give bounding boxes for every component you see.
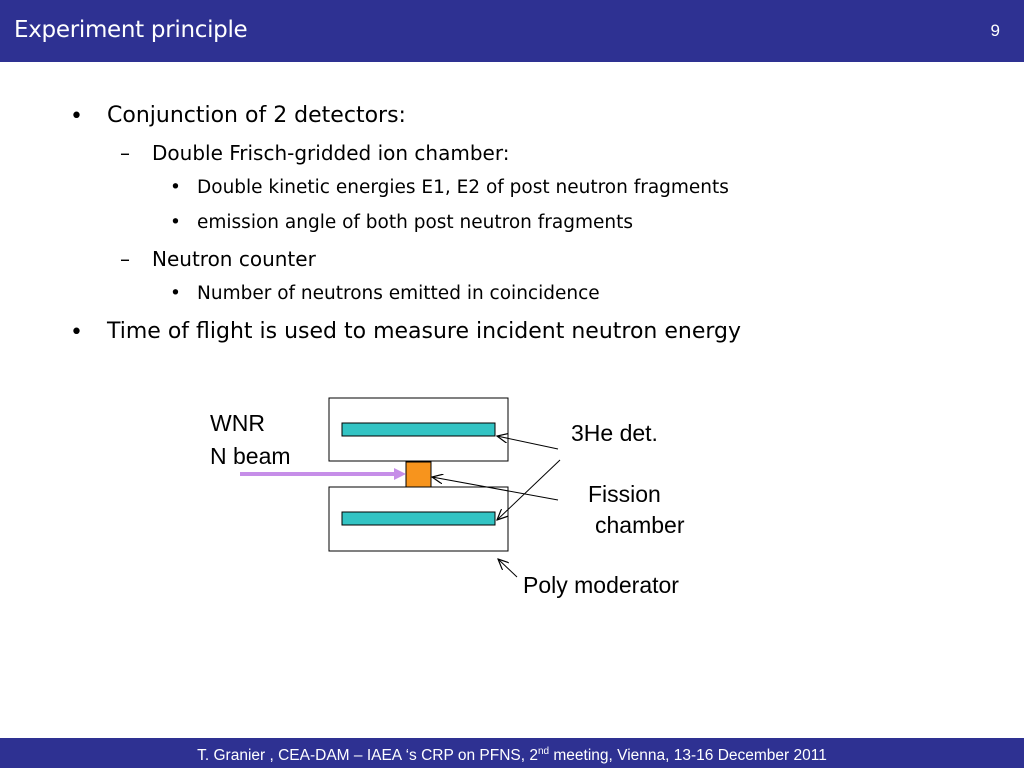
bullet-kinetic-energies: Double kinetic energies E1, E2 of post neutron fragments xyxy=(197,177,729,198)
upper-3he-detector xyxy=(342,423,495,436)
dash-marker: – xyxy=(120,247,130,271)
dash-marker: – xyxy=(120,141,130,165)
footer-text-end: meeting, Vienna, 13-16 December 2011 xyxy=(549,747,827,765)
bullet-time-of-flight: Time of flight is used to measure incident neutron energy xyxy=(107,319,742,344)
footer-text-main: T. Granier , CEA-DAM – IAEA ‘s CRP on PFNS, 2 xyxy=(197,747,538,765)
lower-3he-detector xyxy=(342,512,495,525)
chamber-label: chamber xyxy=(595,512,685,538)
bullet-conjunction: Conjunction of 2 detectors: xyxy=(107,103,406,128)
bullet-emission-angle: emission angle of both post neutron fragments xyxy=(197,212,633,233)
he3-det-label: 3He det. xyxy=(571,420,658,446)
footer-superscript: nd xyxy=(537,746,550,757)
slide-footer xyxy=(0,738,1024,768)
bullet-neutron-counter: Neutron counter xyxy=(152,247,316,271)
bullet-ion-chamber: Double Frisch-gridded ion chamber: xyxy=(152,141,510,165)
footer-text xyxy=(0,746,1024,765)
bullet-dot: • xyxy=(70,104,83,129)
bullet-neutron-number: Number of neutrons emitted in coincidence xyxy=(197,283,600,304)
poly-moderator-label: Poly moderator xyxy=(523,572,679,598)
bullet-dot: • xyxy=(170,212,181,233)
beam-arrowhead xyxy=(394,468,406,480)
beam-label-wnr: WNR xyxy=(210,410,265,436)
poly-arrow xyxy=(498,559,517,577)
page-number: 9 xyxy=(990,21,1000,40)
fission-label: Fission xyxy=(588,481,661,507)
fission-chamber xyxy=(406,462,431,487)
slide-title: Experiment principle xyxy=(14,17,248,43)
bullet-dot: • xyxy=(70,320,83,345)
bullet-dot: • xyxy=(170,283,181,304)
bullet-dot: • xyxy=(170,177,181,198)
beam-label-n-beam: N beam xyxy=(210,443,291,469)
